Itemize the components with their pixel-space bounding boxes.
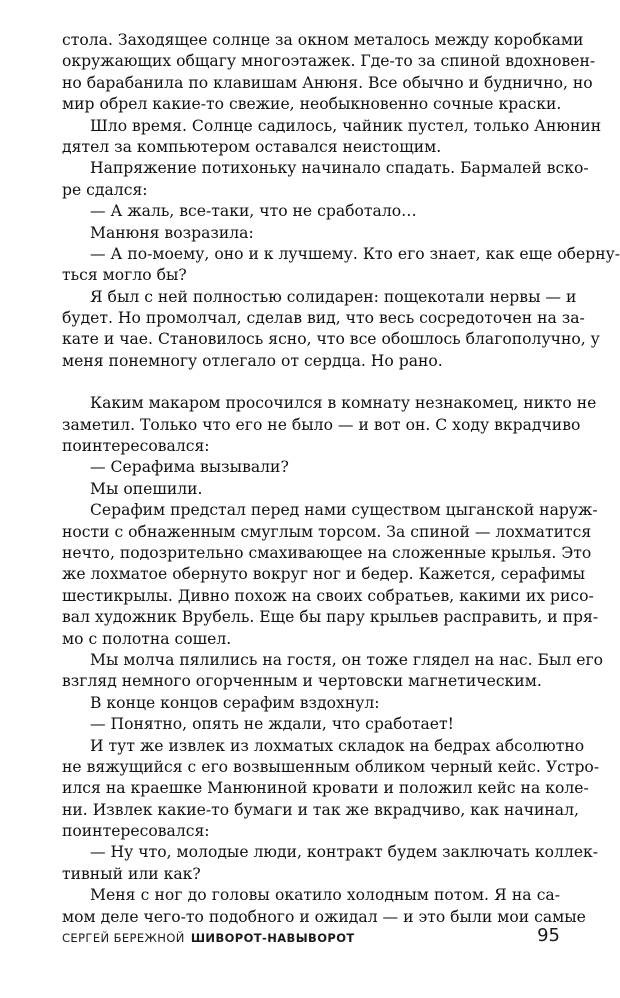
text-line: И тут же извлек из лохматых складок на бедрах абсолютно xyxy=(90,736,585,755)
text-line: Манюня возразила: xyxy=(90,223,254,242)
text-line: но барабанила по клавишам Анюня. Все обычно и буднично, но xyxy=(62,73,593,92)
text-line: стола. Заходящее солнце за окном металось между коробками xyxy=(62,31,584,49)
text-line: заметил. Только что его не было — и вот он. С ходу вкрадчиво xyxy=(62,415,581,434)
text-line: Шло время. Солнце садилось, чайник пустел, только Анюнин xyxy=(90,116,602,135)
text-line: тивный или как? xyxy=(62,864,201,883)
page-number: 95 xyxy=(537,925,560,946)
text-line: ности с обнаженным смуглым торсом. За спиной — лохматится xyxy=(62,522,592,541)
text-line: Напряжение потихоньку начинало спадать. Бармалей вско- xyxy=(90,159,589,178)
text-line: же лохматое обернуто вокруг ног и бедер. Кажется, серафимы xyxy=(62,565,585,584)
text-line: мом деле чего-то подобного и ожидал — и это были мои самые xyxy=(62,907,586,926)
author-name: СЕРГЕЙ БЕРЕЖНОЙ xyxy=(62,931,185,945)
page-body xyxy=(62,30,620,928)
text-line: поинтересовался: xyxy=(62,822,210,841)
text-line: взгляд немного огорченным и чертовски магнетическим. xyxy=(62,672,542,691)
text-line: будет. Но промолчал, сделав вид, что весь сосредоточен на за- xyxy=(62,309,585,328)
text-line: Каким макаром просочился в комнату незнакомец, никто не xyxy=(90,394,597,413)
text-line: — Серафима вызывали? xyxy=(90,458,289,477)
text-line: Мы молча пялились на гостя, он тоже глядел на нас. Был его xyxy=(90,650,604,669)
book-title: ШИВОРОТ-НАВЫВОРОТ xyxy=(190,931,355,945)
text-line: поинтересовался: xyxy=(62,437,210,456)
text-line: Серафим предстал перед нами существом цыганской наруж- xyxy=(90,501,598,520)
text-line: меня понемногу отлегало от сердца. Но рано. xyxy=(62,351,443,370)
text-line: ре сдался: xyxy=(62,180,148,199)
text-line: вал художник Врубель. Еще бы пару крыльев расправить, и пря- xyxy=(62,608,599,627)
text-line: мо с полотна сошел. xyxy=(62,629,232,648)
text-line: ился на краешке Манюниной кровати и положил кейс на коле- xyxy=(62,779,589,798)
text-line: ни. Извлек какие-то бумаги и так же вкрадчиво, как начинал, xyxy=(62,800,579,819)
text-line: Мы опешили. xyxy=(90,479,203,498)
text-line: кате и чае. Становилось ясно, что все обошлось благополучно, у xyxy=(62,330,600,349)
text-line: — А жаль, все-таки, что не сработало… xyxy=(90,202,417,221)
text-line: — Понятно, опять не ждали, что сработает! xyxy=(90,715,454,734)
text-line: ться могло бы? xyxy=(62,266,187,285)
text-line: нечто, подозрительно смахивающее на сложенные крылья. Это xyxy=(62,543,592,562)
text-line: дятел за компьютером оставался неистощим. xyxy=(62,137,442,156)
text-line: окружающих общагу многоэтажек. Где-то за спиной вдохновен- xyxy=(62,52,596,71)
text-line: мир обрел какие-то свежие, необыкновенно сочные краски. xyxy=(62,95,562,114)
text-line: — А по-моему, оно и к лучшему. Кто его знает, как еще оберну- xyxy=(90,244,620,263)
text-line: шестикрылы. Дивно похож на своих собратьев, какими их рисо- xyxy=(62,586,594,605)
section-break xyxy=(62,372,560,393)
text-line: Меня с ног до головы окатило холодным потом. Я на са- xyxy=(90,886,560,905)
page-footer xyxy=(62,925,560,949)
text-line: — Ну что, молодые люди, контракт будем заключать коллек- xyxy=(90,843,599,862)
text-line: не вяжущийся с его возвышенным обликом черный кейс. Устро- xyxy=(62,757,600,776)
text-line: В конце концов серафим вздохнул: xyxy=(90,693,380,712)
text-line: Я был с ней полностью солидарен: пощекотали нервы — и xyxy=(90,287,577,306)
running-footer xyxy=(62,931,355,945)
